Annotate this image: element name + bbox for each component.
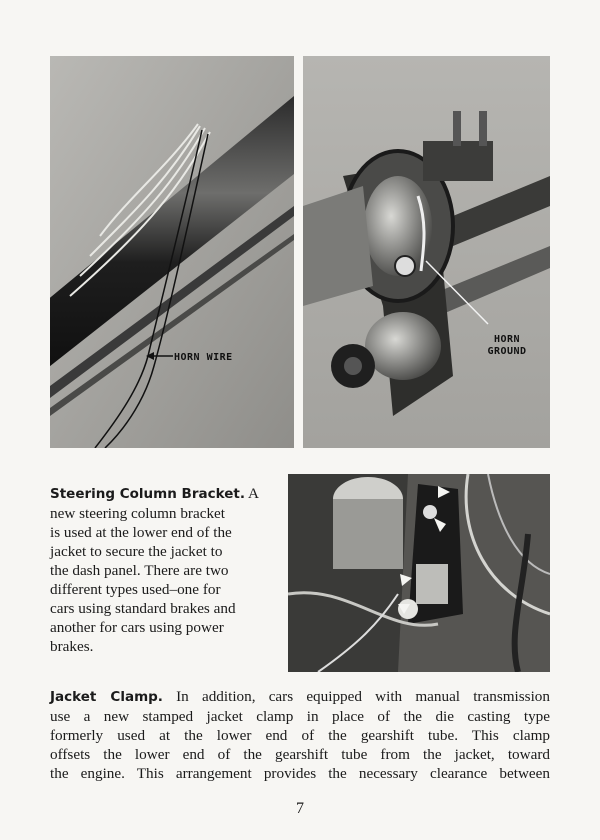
- clamp-line-5: the engine. This arrangement provides the necessary clearance between: [50, 765, 550, 782]
- page-number: 7: [296, 800, 304, 817]
- bracket-line-7: cars using standard brakes and: [50, 600, 236, 617]
- horn-ground-photo: [303, 56, 550, 448]
- jacket-clamp-heading: Jacket Clamp.: [50, 689, 163, 705]
- photo-divider: [294, 56, 303, 448]
- clamp-line-2: use a new stamped jacket clamp in place of the die casting type: [50, 708, 550, 725]
- clamp-line-3: formerly used at the lower end of the gearshift tube. This clamp: [50, 727, 550, 744]
- bracket-line-9: brakes.: [50, 638, 94, 655]
- steering-column-photo: [50, 56, 294, 448]
- bracket-line-1: A: [247, 485, 259, 502]
- horn-wire-callout: HORN WIRE: [174, 352, 233, 363]
- bracket-line-3: is used at the lower end of the: [50, 524, 232, 541]
- steering-column-bracket-heading: Steering Column Bracket.: [50, 486, 245, 502]
- horn-ground-callout-line1: HORN: [493, 334, 521, 345]
- horn-ground-callout: [478, 334, 536, 358]
- bracket-line-2: new steering column bracket: [50, 505, 226, 522]
- bracket-line-4: jacket to secure the jacket to: [50, 543, 223, 560]
- steering-column-bracket-paragraph: [50, 484, 276, 656]
- bracket-line-8: another for cars using power: [50, 619, 224, 636]
- clamp-line-1: [50, 687, 550, 707]
- clamp-line-4: offsets the lower end of the gearshift tube from the jacket, toward: [50, 746, 550, 763]
- clamp-line-1-text: In addition, cars equipped with manual transmission: [176, 688, 550, 705]
- jacket-clamp-paragraph: [50, 687, 550, 783]
- bracket-line-6: different types used–one for: [50, 581, 221, 598]
- bracket-line-5: the dash panel. There are two: [50, 562, 229, 579]
- horn-ground-callout-line2: GROUND: [487, 346, 527, 357]
- engine-bay-photo: [288, 474, 550, 672]
